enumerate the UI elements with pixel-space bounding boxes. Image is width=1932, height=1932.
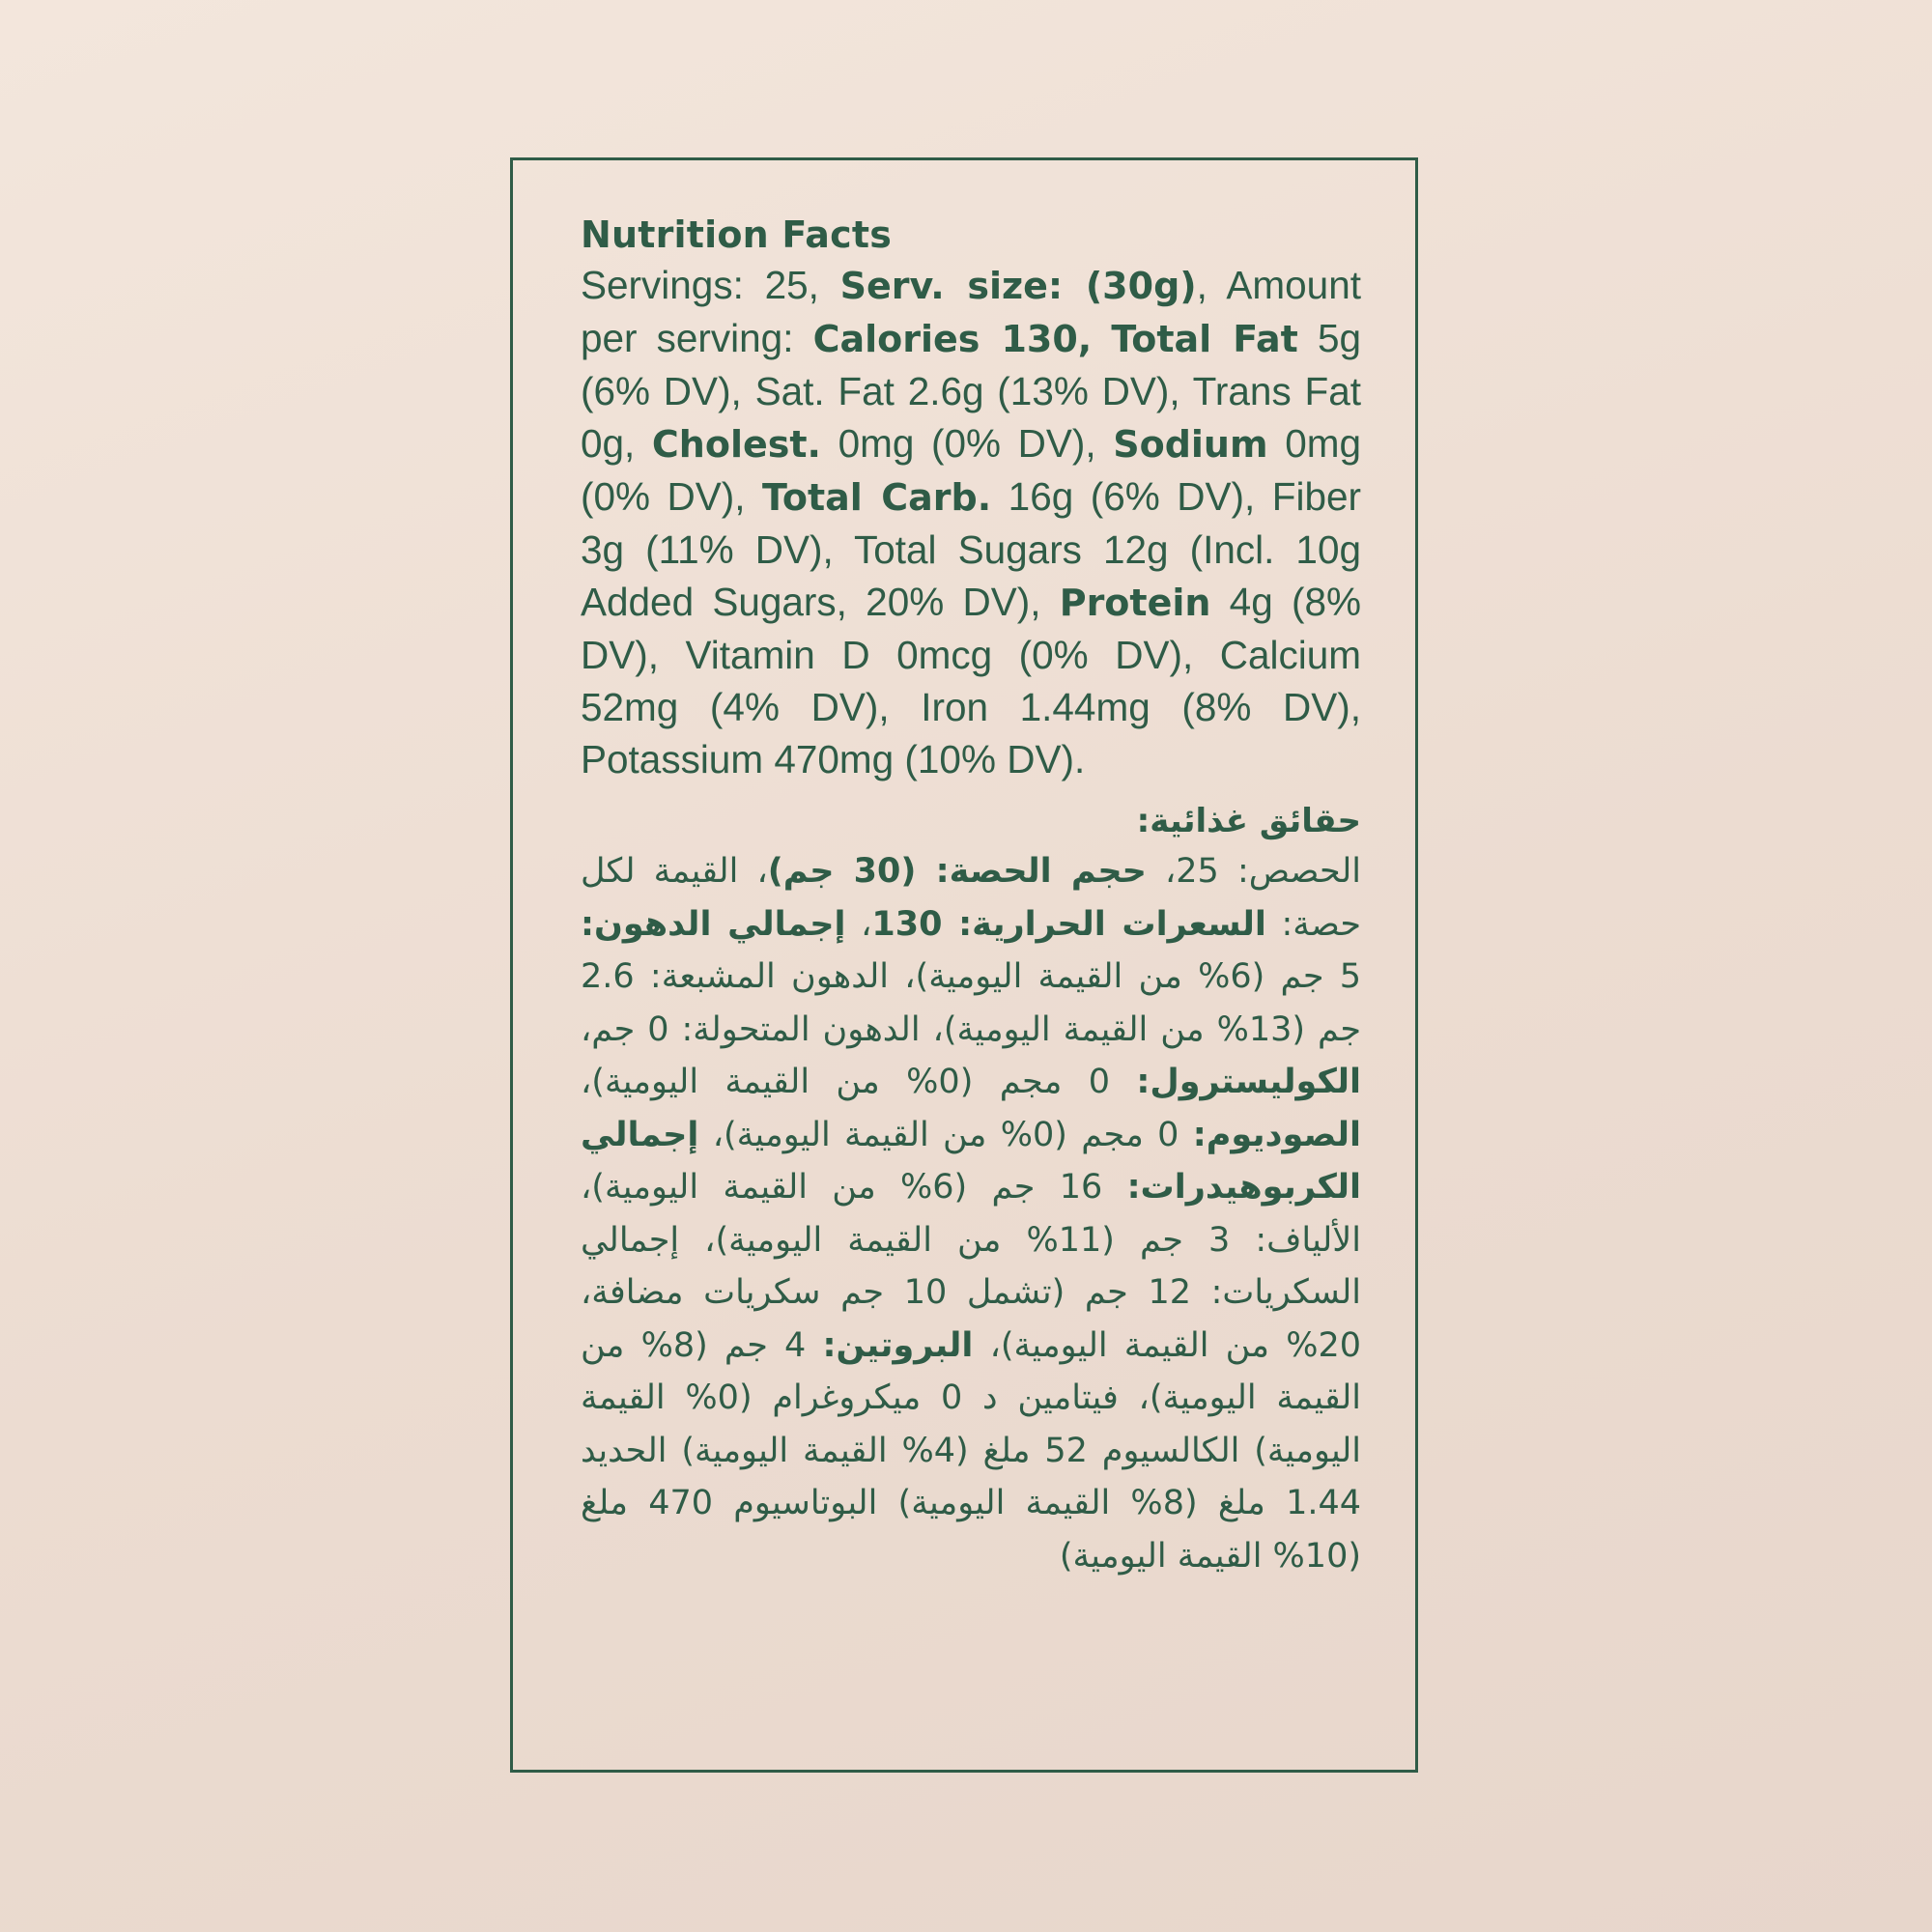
total-carb-label: Total Carb. xyxy=(762,476,992,519)
sodium-label: Sodium xyxy=(1113,423,1268,466)
calories-label: Calories 130, xyxy=(812,318,1093,360)
arabic-protein-label: البروتين: xyxy=(822,1325,974,1365)
arabic-fat-values: 5 جم (6% من القيمة اليومية)، الدهون المشبعة: 2.6 جم (13% من القيمة اليومية)، الدهون المتحولة: 0 جم، xyxy=(581,957,1361,1049)
arabic-sodium-label: الصوديوم: xyxy=(1192,1115,1362,1154)
protein-label: Protein xyxy=(1059,582,1211,624)
arabic-protein-values: 4 جم (8% من القيمة اليومية)، فيتامين د 0 ميكروغرام (0% القيمة اليومية) الكالسيوم 52 ملغ (4% القيمة اليومية) الحديد 1.44 ملغ (8% القيمة اليومية) البوتاسيوم 470 ملغ (10% القيمة اليومية) xyxy=(581,1325,1362,1576)
separator-text xyxy=(1092,316,1111,360)
arabic-cholesterol-value: 0 مجم (0% من القيمة اليومية)، xyxy=(581,1063,1137,1101)
english-facts-paragraph xyxy=(581,259,1361,785)
arabic-total-carb-label: إجمالي الكربوهيدرات: xyxy=(581,1115,1361,1207)
arabic-total-fat-label: إجمالي الدهون: xyxy=(581,904,846,944)
arabic-serving-size-label: حجم الحصة: (30 جم) xyxy=(767,852,1147,891)
amount-per-serving-text: , Amount per serving: xyxy=(581,263,1361,360)
servings-text: Servings: 25, xyxy=(581,263,840,307)
total-fat-value: 5g (6% DV), Sat. Fat 2.6g (13% DV), Trans Fat 0g, xyxy=(581,316,1361,466)
arabic-sodium-value: 0 مجم (0% من القيمة اليومية)، xyxy=(698,1115,1193,1154)
arabic-cholesterol-label: الكوليسترول: xyxy=(1136,1063,1361,1101)
nutrition-label-box xyxy=(510,157,1418,1773)
english-title: Nutrition Facts xyxy=(581,213,893,256)
arabic-calories-label: السعرات الحرارية: 130 xyxy=(871,904,1266,944)
cholesterol-label: Cholest. xyxy=(651,423,821,466)
arabic-title: حقائق غذائية: xyxy=(1136,802,1361,840)
total-fat-label: Total Fat xyxy=(1111,318,1298,360)
sodium-value: 0mg (0% DV), xyxy=(581,421,1361,519)
total-carb-value: 16g (6% DV), Fiber 3g (11% DV), Total Sugars 12g (Incl. 10g Added Sugars, 20% DV), xyxy=(581,474,1361,624)
arabic-facts-paragraph xyxy=(581,845,1361,1582)
nutrition-label-content xyxy=(581,211,1361,1582)
arabic-servings-text: الحصص: 25، xyxy=(1146,852,1361,891)
cholesterol-value: 0mg (0% DV), xyxy=(821,421,1114,466)
arabic-separator-text: ، xyxy=(845,904,872,944)
protein-value: 4g (8% DV), Vitamin D 0mcg (0% DV), Calcium 52mg (4% DV), Iron 1.44mg (8% DV), Potassium 470mg (10% DV). xyxy=(581,580,1361,781)
arabic-amount-text: ، القيمة لكل حصة: xyxy=(581,852,1362,944)
serving-size-label: Serv. size: (30g) xyxy=(839,265,1197,307)
arabic-carb-values: 16 جم (6% من القيمة اليومية)، الألياف: 3 جم (11% من القيمة اليومية)، إجمالي السكريات: 12 جم (تشمل 10 جم سكريات مضافة، 20% من القيمة اليومية)، xyxy=(581,1168,1362,1365)
